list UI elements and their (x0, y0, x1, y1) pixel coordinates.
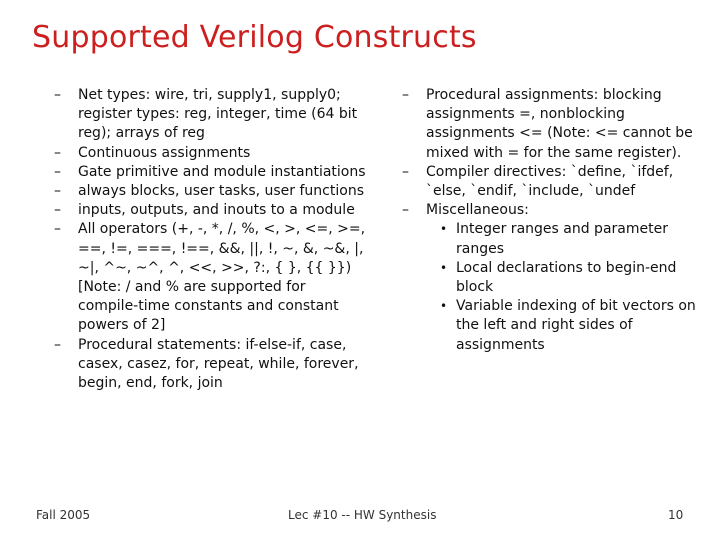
footer-page-number: 10 (668, 508, 684, 522)
bullet-always-blocks: – always blocks, user tasks, user functions (54, 183, 364, 200)
bullet-net-types: – Net types: wire, tri, supply1, supply0; register types: reg, integer, time (64 bit reg); arrays of reg (54, 87, 358, 142)
bullet-gate-primitives: – Gate primitive and module instantiations (54, 163, 366, 180)
left-bullet-list (48, 86, 368, 393)
bullet-continuous-assignments: – Continuous assignments (54, 144, 251, 161)
sub-bullet-integer-ranges: • Integer ranges and parameter ranges (440, 221, 668, 257)
sub-bullet-local-declarations: • Local declarations to begin-end block (440, 259, 677, 296)
bullet-procedural-statements: – Procedural statements: if-else-if, case, casex, casez, for, repeat, while, forever, begin, end, fork, join (54, 336, 359, 392)
bullet-miscellaneous: – Miscellaneous: (402, 202, 529, 219)
sub-bullet-variable-indexing: • Variable indexing of bit vectors on the left and right sides of assignments (440, 298, 696, 353)
slide-title: Supported Verilog Constructs (32, 20, 477, 55)
bullet-compiler-directives: – Compiler directives: `define, `ifdef, `else, `endif, `include, `undef (402, 163, 674, 200)
right-column (396, 86, 706, 355)
right-bullet-list (396, 86, 706, 220)
bullet-ports: – inputs, outputs, and inouts to a module (54, 202, 355, 219)
bullet-operators: – All operators (+, -, *, /, %, <, >, <=, >=, ==, !=, ===, !==, &&, ||, !, ~, &, ~&, |, ~|, ^~, ~^, ^, <<, >>, ?:, { }, {{ }}) [Note: / and % are supported for compile-time constants and constant powers of 2] (54, 221, 366, 334)
left-column (48, 86, 368, 393)
misc-sub-bullet-list (396, 220, 706, 354)
bullet-procedural-assignments: – Procedural assignments: blocking assignments =, nonblocking assignments <= (Note: <= cannot be mixed with = for the same register). (402, 87, 693, 161)
footer-lecture: Lec #10 -- HW Synthesis (288, 508, 437, 522)
footer-date: Fall 2005 (36, 508, 91, 522)
